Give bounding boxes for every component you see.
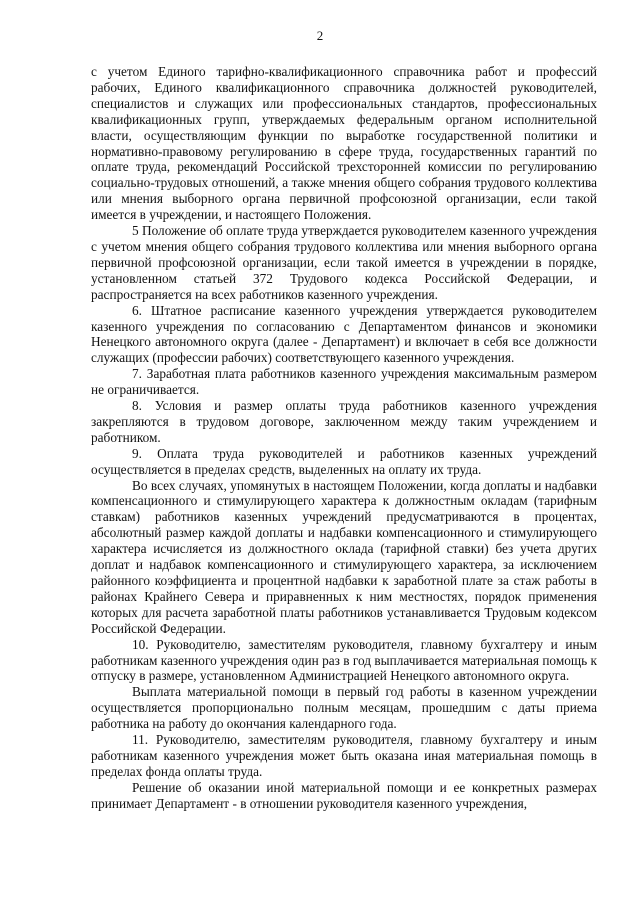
paragraph-item-8: 8. Условия и размер оплаты труда работников казенного учреждения закрепляются в трудовом договоре, заключенном между таким учреждением и работником. xyxy=(91,398,597,445)
paragraph-item-6: 6. Штатное расписание казенного учреждения утверждается руководителем казенного учреждения по согласованию с Департаментом финансов и экономики Ненецкого автономного округа (далее - Департамент) и включает в себя все должности служащих (профессии рабочих) соответствующего казенного учреждения. xyxy=(91,302,597,366)
paragraph-item-7: 7. Заработная плата работников казенного учреждения максимальным размером не ограничивается. xyxy=(91,366,597,398)
page-number: 2 xyxy=(316,28,324,43)
paragraph-continuation: с учетом Единого тарифно-квалификационного справочника работ и профессий рабочих, Единого квалификационного справочника должностей руководителей, специалистов и служащих или профессиональных стандартов, профессиональных квалификационных групп, утверждаемых федеральным органом исполнительной власти, осуществляющим функции по выработке государственной политики и нормативно-правовому регулированию в сфере труда, государственных гарантий по оплате труда, рекомендаций Российской трехсторонней комиссии по регулированию социально-трудовых отношений, а также мнения общего собрания трудового коллектива или мнения выборного органа первичной профсоюзной организации, если такой имеется в учреждении, и настоящего Положения. xyxy=(91,64,597,223)
paragraph-item-10-detail: Выплата материальной помощи в первый год работы в казенном учреждении осуществляется пропорционально полным месяцам, прошедшим с даты приема работника на работу до окончания календарного года. xyxy=(91,684,597,732)
paragraph-item-5: 5 Положение об оплате труда утверждается руководителем казенного учреждения с учетом мнения общего собрания трудового коллектива или мнения выборного органа первичной профсоюзной организации, если такой имеется в учреждении в порядке, установленном статьей 372 Трудового кодекса Российской Федерации, и распространяется на всех работников казенного учреждения. xyxy=(91,223,597,302)
paragraph-item-9: 9. Оплата труда руководителей и работников казенных учреждений осуществляется в пределах средств, выделенных на оплату их труда. xyxy=(91,445,597,477)
paragraph-item-9-detail: Во всех случаях, упомянутых в настоящем Положении, когда доплаты и надбавки компенсационного и стимулирующего характера к должностным окладам (тарифным ставкам) работников казенных учреждений предусматриваются в процентах, абсолютный размер каждой доплаты и надбавки компенсационного и стимулирующего характера исчисляется из должностного оклада (тарифной ставки) без учета других доплат и надбавок компенсационного и стимулирующего характера, за исключением районного коэффициента и процентной надбавки к заработной плате за стаж работы в районах Крайнего Севера и приравненных к ним местностях, порядок применения которых для расчета заработной платы работников устанавливается Трудовым кодексом Российской Федерации. xyxy=(91,477,597,636)
paragraph-item-10: 10. Руководителю, заместителям руководителя, главному бухгалтеру и иным работникам казенного учреждения один раз в год выплачивается материальная помощь к отпуску в размере, установленном Администрацией Ненецкого автономного округа. xyxy=(91,636,597,684)
paragraph-item-11: 11. Руководителю, заместителям руководителя, главному бухгалтеру и иным работникам казенного учреждения может быть оказана иная материальная помощь в пределах фонда оплаты труда. xyxy=(91,732,597,779)
document-body xyxy=(91,64,597,812)
paragraph-item-11-detail: Решение об оказании иной материальной помощи и ее конкретных размерах принимает Департамент - в отношении руководителя казенного учреждения, xyxy=(91,779,597,811)
